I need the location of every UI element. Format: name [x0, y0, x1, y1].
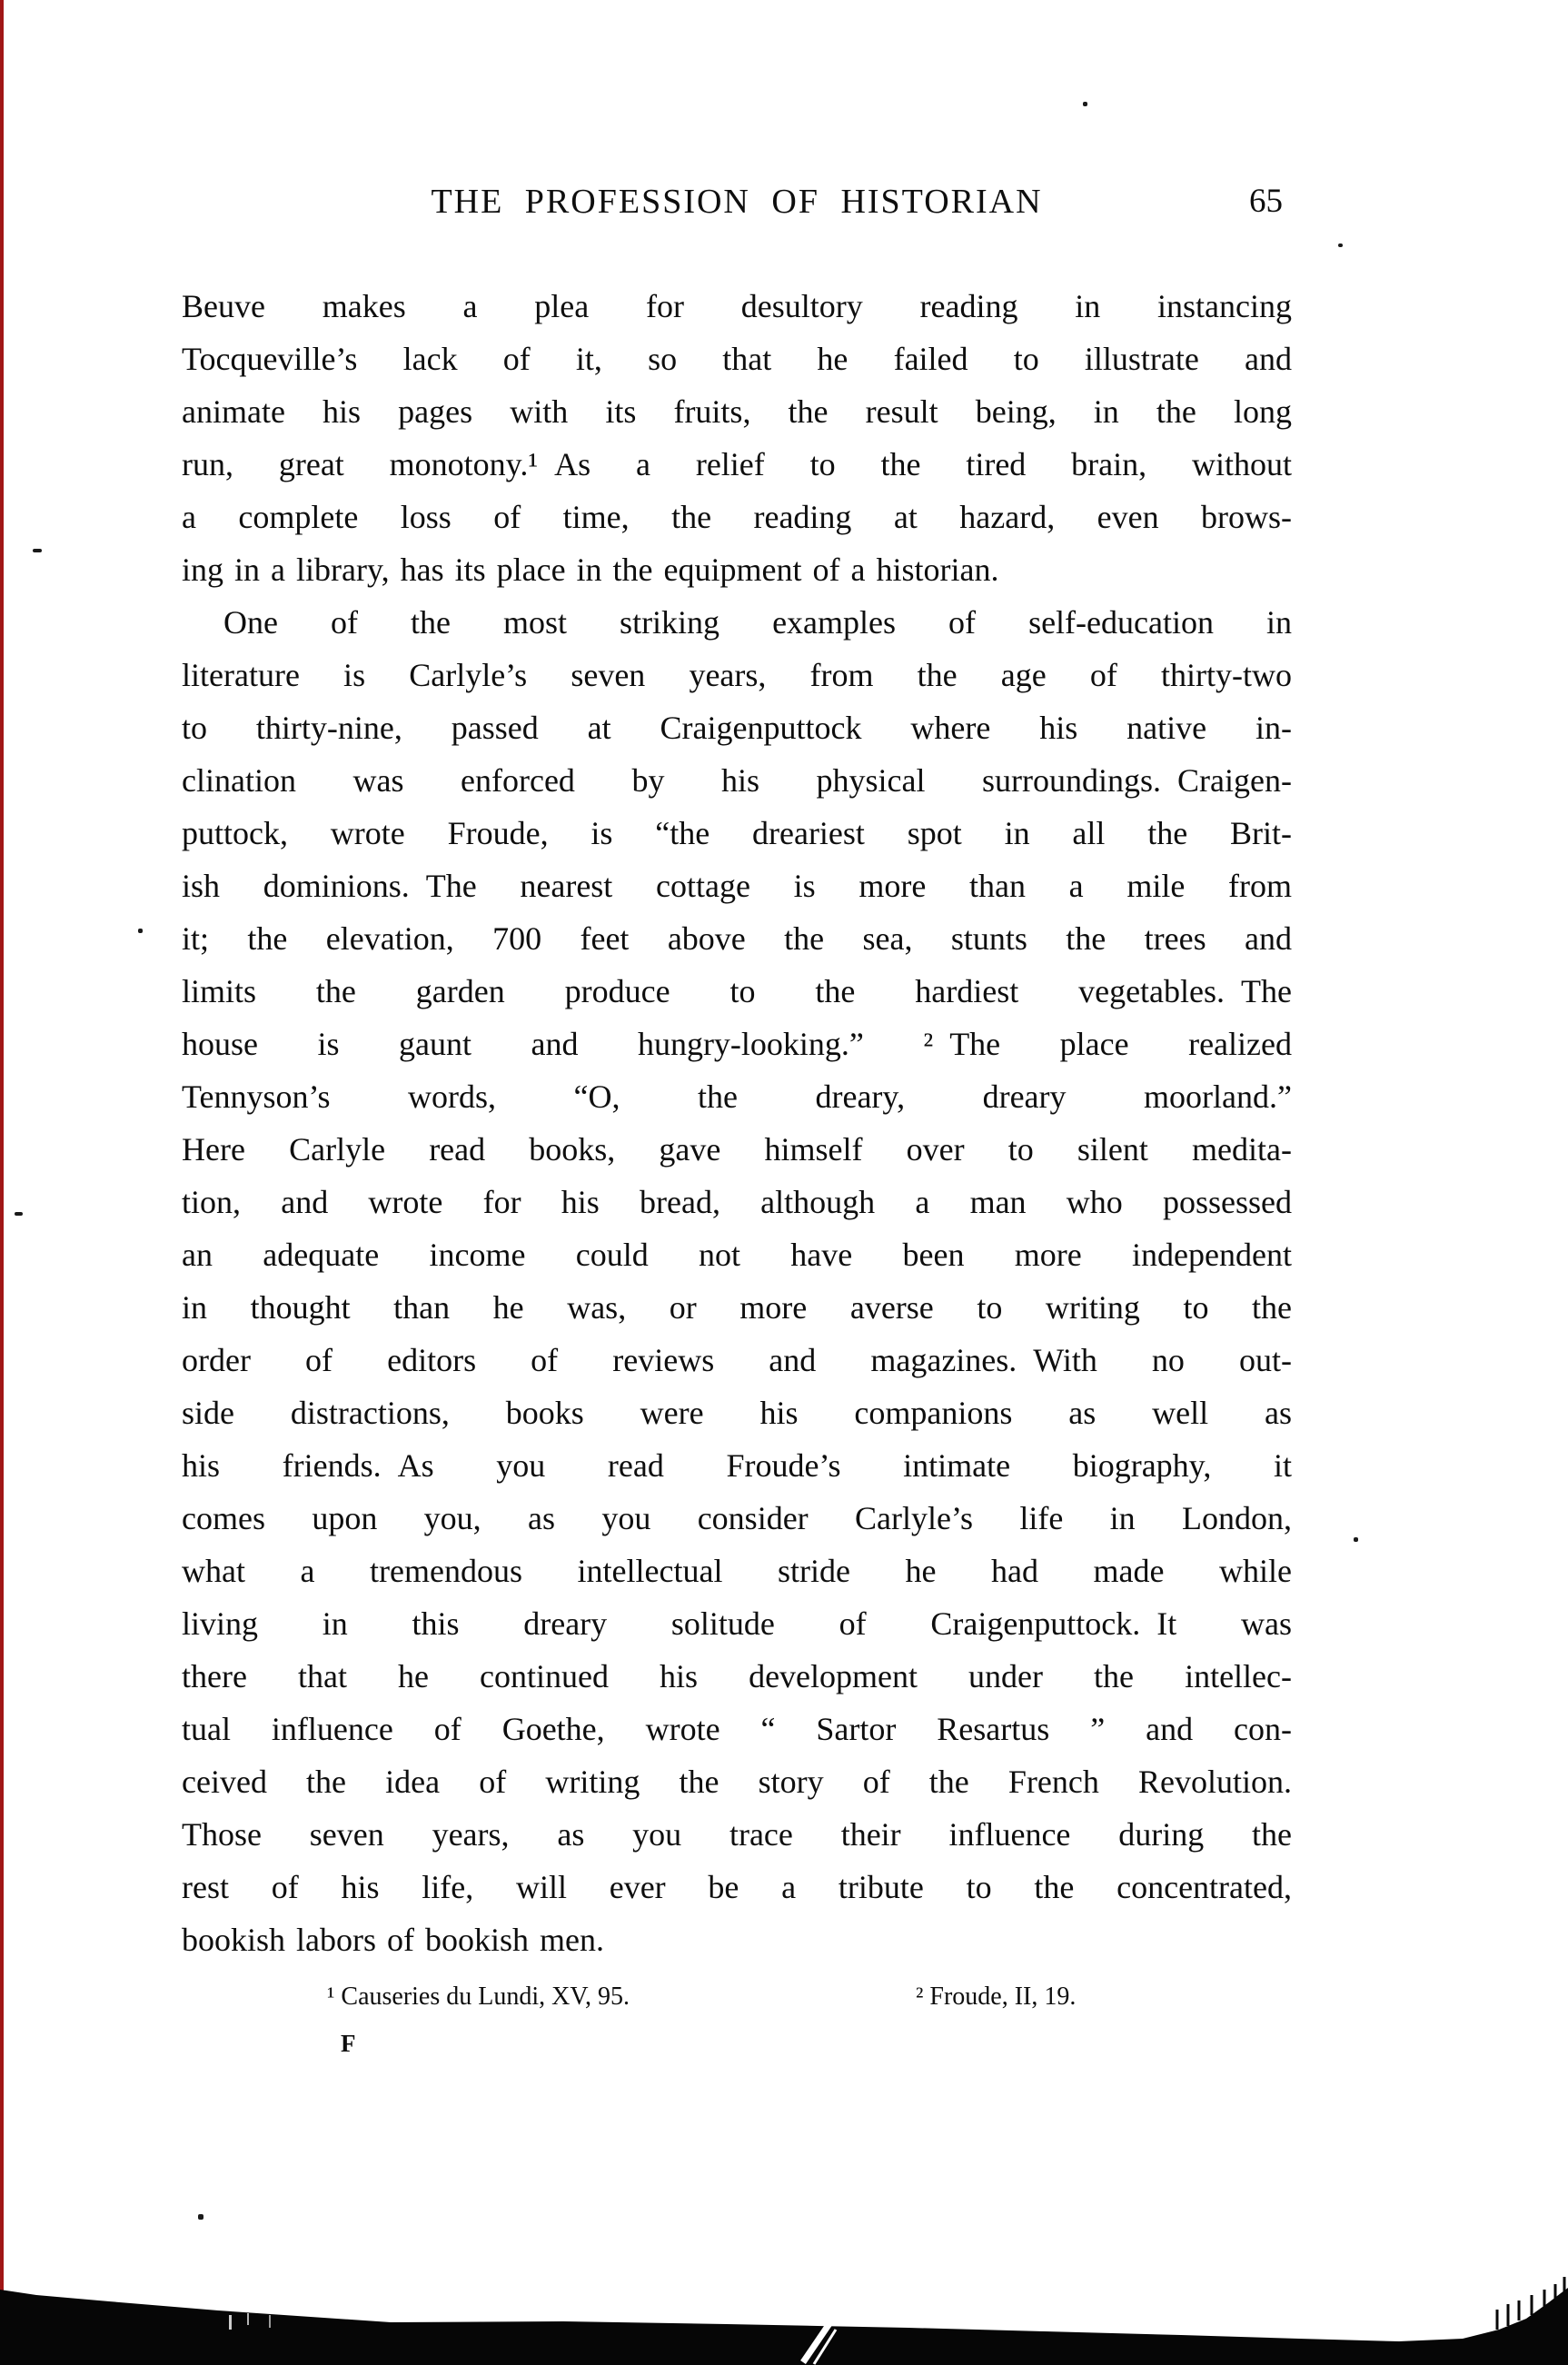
text-line: a complete loss of time, the reading at hazard, even brows-	[182, 499, 1292, 535]
page-title: THE PROFESSION OF HISTORIAN	[431, 183, 1043, 221]
paragraph-continuation	[182, 280, 1292, 596]
text-line: it; the elevation, 700 feet above the sea, stunts the trees and	[182, 920, 1292, 957]
text-line: side distractions, books were his companions as well as	[182, 1395, 1292, 1431]
text-line: ish dominions. The nearest cottage is more than a mile from	[182, 868, 1292, 904]
text-line: tual influence of Goethe, wrote “ Sartor Resartus ” and con-	[182, 1711, 1292, 1747]
text-line: ing in a library, has its place in the equipment of a historian.	[182, 552, 999, 588]
text-line: living in this dreary solitude of Craigenputtock. It was	[182, 1605, 1292, 1642]
text-line: ceived the idea of writing the story of the French Revolution.	[182, 1764, 1292, 1800]
page-bottom-scan-band	[0, 2262, 1568, 2365]
text-line: there that he continued his development under the intellec-	[182, 1658, 1292, 1694]
body-text-block	[182, 280, 1292, 1966]
scan-speck	[138, 929, 143, 933]
scan-speck	[15, 1212, 23, 1216]
footnote-2: ² Froude, II, 19.	[916, 1982, 1077, 2011]
footnote-1: ¹ Causeries du Lundi, XV, 95.	[327, 1982, 630, 2011]
printers-signature-mark: F	[341, 2030, 356, 2057]
text-line: comes upon you, as you consider Carlyle’s life in London,	[182, 1500, 1292, 1536]
scan-speck	[33, 549, 42, 552]
text-line: Tennyson’s words, “O, the dreary, dreary moorland.”	[182, 1078, 1292, 1115]
text-line: clination was enforced by his physical surroundings. Craigen-	[182, 762, 1292, 799]
text-line: animate his pages with its fruits, the result being, in the long	[182, 393, 1292, 430]
text-line: limits the garden produce to the hardiest vegetables. The	[182, 973, 1292, 1009]
text-line: house is gaunt and hungry-looking.” ² The place realized	[182, 1026, 1292, 1062]
text-line: to thirty-nine, passed at Craigenputtock where his native in-	[182, 710, 1292, 746]
text-line: his friends. As you read Froude’s intimate biography, it	[182, 1447, 1292, 1484]
scan-speck	[1354, 1537, 1358, 1542]
text-line: Beuve makes a plea for desultory reading in instancing	[182, 288, 1292, 324]
book-spine-edge-line	[0, 0, 4, 2365]
text-line: run, great monotony.¹ As a relief to the tired brain, without	[182, 446, 1292, 482]
text-line: rest of his life, will ever be a tribute to the concentrated,	[182, 1869, 1292, 1905]
text-line: an adequate income could not have been more independent	[182, 1237, 1292, 1273]
text-line: literature is Carlyle’s seven years, from the age of thirty-two	[182, 657, 1292, 693]
scan-speck	[1338, 243, 1343, 247]
text-line: tion, and wrote for his bread, although a man who possessed	[182, 1184, 1292, 1220]
scan-speck	[198, 2214, 203, 2220]
text-line: puttock, wrote Froude, is “the dreariest spot in all the Brit-	[182, 815, 1292, 851]
paragraph-self-education	[182, 596, 1292, 1966]
text-line: order of editors of reviews and magazines. With no out-	[182, 1342, 1292, 1378]
page-number: 65	[1249, 183, 1283, 220]
text-line: Tocqueville’s lack of it, so that he failed to illustrate and	[182, 341, 1292, 377]
text-line: bookish labors of bookish men.	[182, 1922, 604, 1958]
text-line: in thought than he was, or more averse to writing to the	[182, 1289, 1292, 1326]
text-line: One of the most striking examples of self-education in	[223, 604, 1292, 641]
scan-speck	[1083, 102, 1087, 106]
text-line: Those seven years, as you trace their influence during the	[182, 1816, 1292, 1853]
running-head	[182, 182, 1292, 225]
text-line: Here Carlyle read books, gave himself over to silent medita-	[182, 1131, 1292, 1168]
text-line: what a tremendous intellectual stride he had made while	[182, 1553, 1292, 1589]
